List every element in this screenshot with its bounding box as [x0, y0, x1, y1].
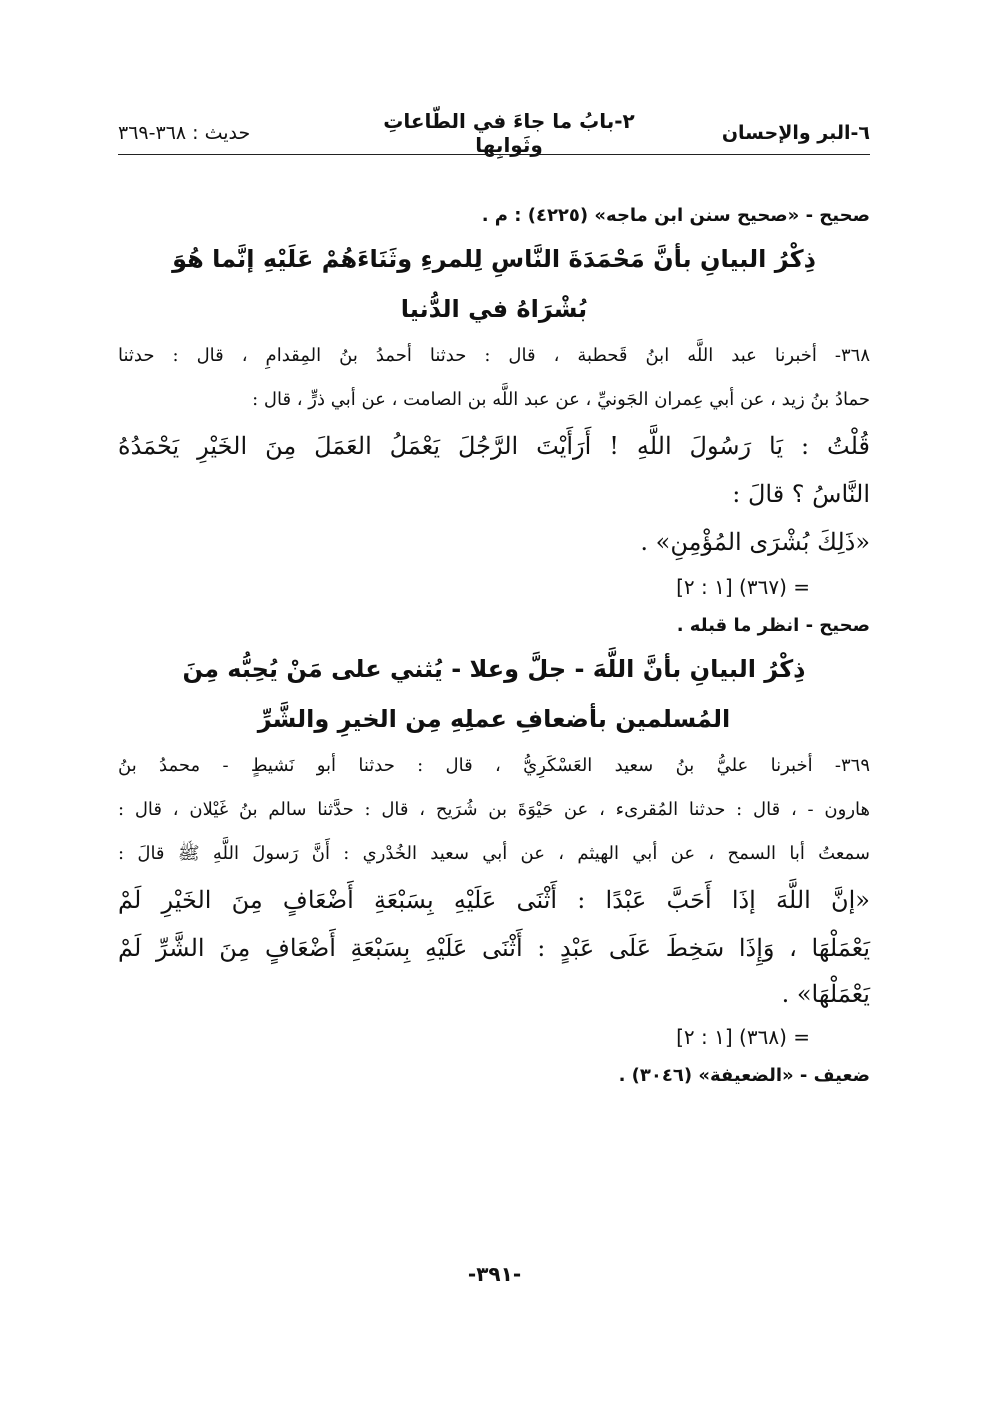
- isnad-line: حمادُ بنُ زيد ، عن أبي عِمران الجَونيِّ ، عن عبد اللَّه بن الصامت ، عن أبي ذرٍّ ، قال :: [252, 389, 870, 410]
- book-title: ٦-البر والإحسان: [721, 122, 870, 144]
- heading-line: ذِكْرُ البيانِ بأنَّ اللَّهَ - جلَّ وعلا - يُثني على مَنْ يُحِبُّه مِنَ: [182, 655, 806, 683]
- isnad-line: ٣٦٩- أخبرنا عليُّ بنُ سعيد العَسْكَرِيُّ ، قال : حدثنا أبو نَشيطٍ - محمدُ بنُ: [118, 755, 870, 776]
- header-rule: [118, 154, 870, 155]
- isnad-line: ٣٦٨- أخبرنا عبد اللَّه ابنُ قَحطبة ، قال : حدثنا أحمدُ بنُ المِقدامِ ، قال : حدثنا: [118, 345, 870, 366]
- grade-line: صحيح - «صحيح سنن ابن ماجه» (٤٢٢٥) : م .: [481, 205, 870, 226]
- matn-line: النَّاسُ ؟ قالَ :: [732, 480, 870, 508]
- hadith-range: حديث : ٣٦٨-٣٦٩: [118, 122, 251, 144]
- matn-line: «إنَّ اللَّهَ إذَا أَحَبَّ عَبْدًا : أَثْنَى عَلَيْهِ بِسَبْعَةِ أَضْعَافٍ مِنَ الخَيْرِ لَمْ: [118, 886, 870, 914]
- page-number: -٣٩١-: [467, 1262, 522, 1286]
- matn-line: «ذَلِكَ بُشْرَى المُؤْمِنِ» .: [640, 528, 870, 556]
- running-header: [118, 109, 870, 157]
- page-body: [118, 198, 870, 1094]
- matn-line: قُلْتُ : يَا رَسُولَ اللَّهِ ! أَرَأَيْتَ الرَّجُلَ يَعْمَلُ العَمَلَ مِنَ الخَيْرِ يَحْمَدُهُ: [118, 432, 870, 460]
- grade-line: ضعيف - «الضعيفة» (٣٠٤٦) .: [618, 1065, 870, 1086]
- matn-line: يَعْمَلْهَا ، وَإِذَا سَخِطَ عَلَى عَبْدٍ : أَثْنَى عَلَيْهِ بِسَبْعَةِ أَضْعَافٍ مِنَ الشَّرِّ لَمْ: [118, 934, 870, 962]
- heading-line: بُشْرَاهُ في الدُّنيا: [400, 295, 588, 323]
- ref-line: = (٣٦٨) [١ : ٢]: [676, 1025, 810, 1049]
- heading-line: ذِكْرُ البيانِ بأنَّ مَحْمَدَةَ النَّاسِ لِلمرءِ وثَنَاءَهُمْ عَلَيْهِ إنَّما هُوَ: [172, 245, 816, 273]
- chapter-title: ٢-بابُ ما جاءَ في الطّاعاتِ وثَوابِها: [383, 109, 635, 157]
- grade-line: صحيح - انظر ما قبله .: [676, 615, 870, 636]
- ref-line: = (٣٦٧) [١ : ٢]: [676, 575, 810, 599]
- heading-line: المُسلمين بأضعافِ عملِهِ مِن الخيرِ والشَّرِّ: [257, 705, 731, 733]
- matn-line: يَعْمَلْهَا» .: [781, 980, 870, 1008]
- isnad-line: سمعتُ أبا السمح ، عن أبي الهيثم ، عن أبي سعيد الخُدْري : أَنَّ رَسولَ اللَّهِ ﷺ قالَ :: [118, 843, 870, 864]
- isnad-line: هارون - ، قال : حدثنا المُقرىء ، عن حَيْوَةَ بن شُرَيح ، قال : حدَّثنا سالم بنُ غَيْلان ، قال :: [118, 799, 870, 820]
